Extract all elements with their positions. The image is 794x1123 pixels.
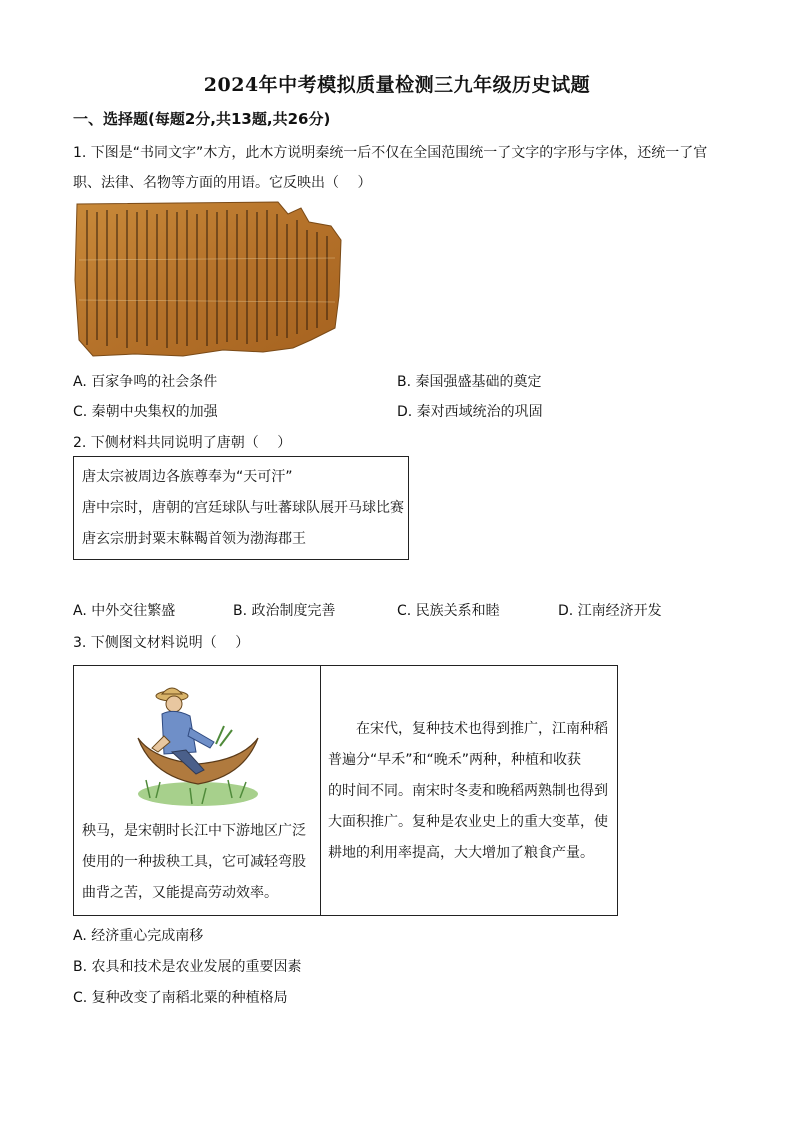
q2-stem: 2. 下侧材料共同说明了唐朝（ ） <box>73 435 292 451</box>
q3-option-c: C. 复种改变了南稻北粟的种植格局 <box>73 990 288 1006</box>
q3-material-table <box>73 665 618 916</box>
q3-left-line3: 曲背之苦，又能提高劳动效率。 <box>82 885 278 901</box>
yangma-illustration <box>132 676 264 811</box>
q3-right-line5: 耕地的利用率提高，大大增加了粮食产量。 <box>328 845 594 861</box>
q1-stem-line1: 1. 下图是“书同文字”木方，此木方说明秦统一后不仅在全国范围统一了文字的字形与字体，还统一了官 <box>73 145 708 161</box>
q1-option-c: C. 秦朝中央集权的加强 <box>73 404 218 420</box>
q2-material-box <box>73 456 409 560</box>
q2-option-b: B. 政治制度完善 <box>233 603 336 619</box>
q2-option-d: D. 江南经济开发 <box>558 603 662 619</box>
page-title: 2024年中考模拟质量检测三九年级历史试题 <box>203 74 591 96</box>
q3-left-line2: 使用的一种拔秧工具，它可减轻弯股 <box>82 854 306 870</box>
q2-material-line2: 唐中宗时，唐朝的宫廷球队与吐蕃球队展开马球比赛 <box>82 500 404 516</box>
q3-left-line1: 秧马，是宋朝时长江中下游地区广泛 <box>82 823 306 839</box>
q3-option-a: A. 经济重心完成南移 <box>73 928 204 944</box>
q3-right-line2: 普遍分“早禾”和“晚禾”两种，种植和收获 <box>328 752 582 768</box>
q1-option-a: A. 百家争鸣的社会条件 <box>73 374 218 390</box>
section-heading: 一、选择题(每题2分,共13题,共26分) <box>73 110 331 128</box>
q2-material-line1: 唐太宗被周边各族尊奉为“天可汗” <box>82 469 293 485</box>
q3-right-line1: 在宋代，复种技术也得到推广，江南种稻 <box>328 721 608 737</box>
q1-stem-line2: 职、法律、名物等方面的用语。它反映出（ ） <box>73 175 372 191</box>
table-divider <box>320 666 321 915</box>
q3-stem: 3. 下侧图文材料说明（ ） <box>73 635 250 651</box>
q3-right-line4: 大面积推广。复种是农业史上的重大变革，使 <box>328 814 608 830</box>
q3-option-b: B. 农具和技术是农业发展的重要因素 <box>73 959 302 975</box>
q1-option-d: D. 秦对西域统治的巩固 <box>397 404 543 420</box>
q1-option-b: B. 秦国强盛基础的奠定 <box>397 374 542 390</box>
q2-option-c: C. 民族关系和睦 <box>397 603 500 619</box>
q2-option-a: A. 中外交往繁盛 <box>73 603 176 619</box>
q3-right-line3: 的时间不同。南宋时冬麦和晚稻两熟制也得到 <box>328 783 608 799</box>
q2-material-line3: 唐玄宗册封粟末靺鞨首领为渤海郡王 <box>82 531 306 547</box>
wooden-tablet-image <box>73 200 345 358</box>
